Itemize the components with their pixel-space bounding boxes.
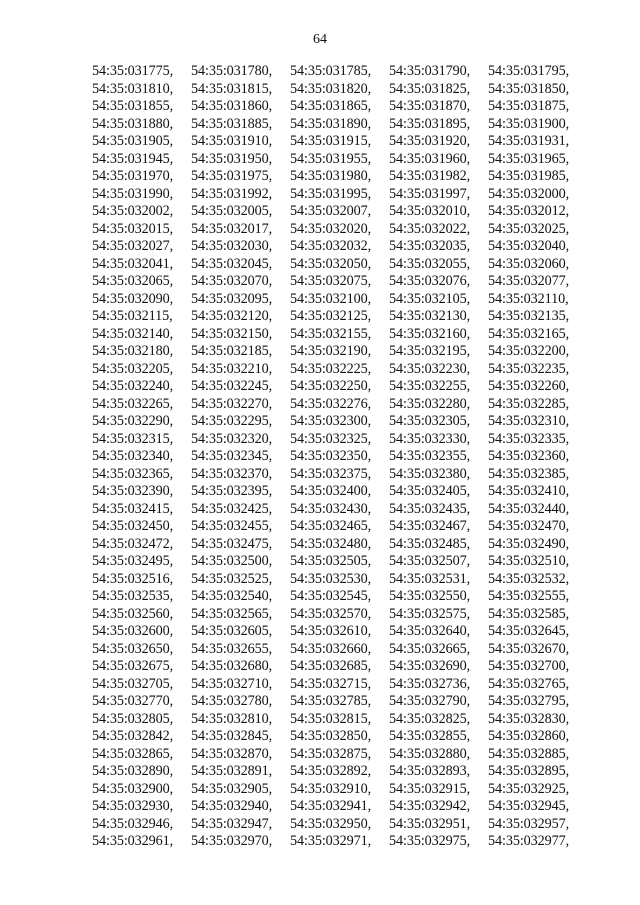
cadastral-number: 54:35:032130, (389, 308, 471, 324)
list-row (92, 151, 612, 169)
cadastral-number: 54:35:032480, (290, 535, 372, 552)
cadastral-number: 54:35:032015, (92, 220, 174, 237)
cadastral-number: 54:35:032380, (389, 465, 471, 482)
cadastral-number: 54:35:031945, (92, 150, 174, 167)
cadastral-number: 54:35:031920, (389, 133, 471, 149)
cadastral-number: 54:35:032450, (92, 518, 174, 534)
cadastral-number: 54:35:032100, (290, 290, 372, 307)
cadastral-number: 54:35:032971, (290, 833, 372, 849)
cadastral-number-list (92, 63, 612, 851)
cadastral-number: 54:35:032891, (191, 763, 273, 779)
cadastral-number: 54:35:031950, (191, 150, 273, 167)
cadastral-number: 54:35:032330, (389, 430, 471, 447)
cadastral-number: 54:35:032315, (92, 430, 174, 447)
cadastral-number: 54:35:032180, (92, 343, 174, 359)
cadastral-number: 54:35:032290, (92, 413, 174, 429)
cadastral-number: 54:35:031997, (389, 185, 471, 202)
cadastral-number: 54:35:032532, (488, 570, 570, 587)
cadastral-number: 54:35:032640, (389, 623, 471, 639)
cadastral-number: 54:35:032790, (389, 693, 471, 709)
cadastral-number: 54:35:032875, (290, 745, 372, 762)
cadastral-number: 54:35:032350, (290, 448, 372, 464)
cadastral-number: 54:35:032240, (92, 378, 174, 394)
cadastral-number: 54:35:032095, (191, 290, 273, 307)
cadastral-number: 54:35:032605, (191, 623, 273, 639)
cadastral-number: 54:35:032027, (92, 238, 174, 254)
cadastral-number: 54:35:032230, (389, 360, 471, 377)
list-row (92, 81, 612, 99)
cadastral-number: 54:35:032977, (488, 833, 570, 849)
cadastral-number: 54:35:032065, (92, 273, 174, 289)
cadastral-number: 54:35:032685, (290, 658, 372, 674)
cadastral-number: 54:35:032830, (488, 710, 570, 727)
list-row (92, 606, 612, 624)
cadastral-number: 54:35:032115, (92, 308, 173, 324)
cadastral-number: 54:35:032780, (191, 693, 273, 709)
list-row (92, 396, 612, 414)
cadastral-number: 54:35:032425, (191, 500, 273, 517)
cadastral-number: 54:35:032355, (389, 448, 471, 464)
cadastral-number: 54:35:032545, (290, 588, 372, 604)
cadastral-number: 54:35:032430, (290, 500, 372, 517)
cadastral-number: 54:35:031870, (389, 98, 471, 114)
cadastral-number: 54:35:032680, (191, 658, 273, 674)
cadastral-number: 54:35:032510, (488, 553, 570, 569)
cadastral-number: 54:35:032650, (92, 640, 174, 657)
cadastral-number: 54:35:032440, (488, 500, 570, 517)
cadastral-number: 54:35:032360, (488, 448, 570, 464)
cadastral-number: 54:35:031890, (290, 115, 372, 132)
list-row (92, 588, 612, 606)
list-row (92, 273, 612, 291)
cadastral-number: 54:35:032736, (389, 675, 471, 692)
cadastral-number: 54:35:032500, (191, 553, 273, 569)
cadastral-number: 54:35:032467, (389, 518, 471, 534)
list-row (92, 221, 612, 239)
cadastral-number: 54:35:032225, (290, 360, 372, 377)
cadastral-number: 54:35:031780, (191, 63, 273, 79)
cadastral-number: 54:35:032890, (92, 763, 174, 779)
cadastral-number: 54:35:032893, (389, 763, 471, 779)
cadastral-number: 54:35:032455, (191, 518, 273, 534)
cadastral-number: 54:35:032957, (488, 815, 570, 832)
cadastral-number: 54:35:032531, (389, 570, 471, 587)
cadastral-number: 54:35:032665, (389, 640, 471, 657)
cadastral-number: 54:35:031915, (290, 133, 372, 149)
list-row (92, 693, 612, 711)
cadastral-number: 54:35:032410, (488, 483, 570, 499)
cadastral-number: 54:35:032300, (290, 413, 372, 429)
cadastral-number: 54:35:032845, (191, 728, 273, 744)
cadastral-number: 54:35:031982, (389, 168, 471, 184)
cadastral-number: 54:35:031985, (488, 168, 570, 184)
cadastral-number: 54:35:031995, (290, 185, 372, 202)
cadastral-number: 54:35:032910, (290, 780, 372, 797)
cadastral-number: 54:35:032077, (488, 273, 570, 289)
cadastral-number: 54:35:032892, (290, 763, 372, 779)
list-row (92, 781, 612, 799)
cadastral-number: 54:35:031810, (92, 80, 174, 97)
cadastral-number: 54:35:032895, (488, 763, 570, 779)
cadastral-number: 54:35:031880, (92, 115, 174, 132)
list-row (92, 203, 612, 221)
cadastral-number: 54:35:032670, (488, 640, 570, 657)
cadastral-number: 54:35:032950, (290, 815, 372, 832)
list-row (92, 98, 612, 116)
cadastral-number: 54:35:032435, (389, 500, 471, 517)
cadastral-number: 54:35:031790, (389, 63, 471, 79)
cadastral-number: 54:35:032655, (191, 640, 273, 657)
cadastral-number: 54:35:032860, (488, 728, 570, 744)
list-row (92, 553, 612, 571)
cadastral-number: 54:35:032012, (488, 203, 570, 219)
list-row (92, 431, 612, 449)
cadastral-number: 54:35:031820, (290, 80, 372, 97)
list-row (92, 518, 612, 536)
cadastral-number: 54:35:032535, (92, 588, 174, 604)
cadastral-number: 54:35:031775, (92, 63, 174, 79)
cadastral-number: 54:35:032815, (290, 710, 372, 727)
cadastral-number: 54:35:032855, (389, 728, 471, 744)
list-row (92, 641, 612, 659)
cadastral-number: 54:35:032070, (191, 273, 273, 289)
cadastral-number: 54:35:032020, (290, 220, 372, 237)
cadastral-number: 54:35:032645, (488, 623, 570, 639)
cadastral-number: 54:35:031895, (389, 115, 471, 132)
cadastral-number: 54:35:032040, (488, 238, 570, 254)
cadastral-number: 54:35:032505, (290, 553, 372, 569)
list-row (92, 361, 612, 379)
cadastral-number: 54:35:032285, (488, 395, 570, 412)
list-row (92, 501, 612, 519)
cadastral-number: 54:35:032885, (488, 745, 570, 762)
cadastral-number: 54:35:032945, (488, 798, 570, 814)
cadastral-number: 54:35:032785, (290, 693, 372, 709)
cadastral-number: 54:35:032405, (389, 483, 471, 499)
list-row (92, 658, 612, 676)
cadastral-number: 54:35:032675, (92, 658, 174, 674)
cadastral-number: 54:35:032925, (488, 780, 570, 797)
cadastral-number: 54:35:032076, (389, 273, 471, 289)
list-row (92, 728, 612, 746)
cadastral-number: 54:35:032795, (488, 693, 570, 709)
cadastral-number: 54:35:032765, (488, 675, 570, 692)
cadastral-number: 54:35:032270, (191, 395, 273, 412)
cadastral-number: 54:35:032400, (290, 483, 372, 499)
list-row (92, 711, 612, 729)
cadastral-number: 54:35:031955, (290, 150, 372, 167)
cadastral-number: 54:35:032041, (92, 255, 174, 272)
cadastral-number: 54:35:032245, (191, 378, 273, 394)
cadastral-number: 54:35:032947, (191, 815, 273, 832)
cadastral-number: 54:35:032930, (92, 798, 174, 814)
cadastral-number: 54:35:032560, (92, 605, 174, 622)
cadastral-number: 54:35:032005, (191, 203, 273, 219)
cadastral-number: 54:35:031785, (290, 63, 372, 79)
cadastral-number: 54:35:032250, (290, 378, 372, 394)
cadastral-number: 54:35:032032, (290, 238, 372, 254)
cadastral-number: 54:35:032600, (92, 623, 174, 639)
cadastral-number: 54:35:032075, (290, 273, 372, 289)
cadastral-number: 54:35:032565, (191, 605, 273, 622)
cadastral-number: 54:35:032465, (290, 518, 372, 534)
cadastral-number: 54:35:032210, (191, 360, 273, 377)
cadastral-number: 54:35:032235, (488, 360, 570, 377)
cadastral-number: 54:35:032140, (92, 325, 174, 342)
list-row (92, 186, 612, 204)
cadastral-number: 54:35:032495, (92, 553, 174, 569)
cadastral-number: 54:35:032260, (488, 378, 570, 394)
list-row (92, 676, 612, 694)
cadastral-number: 54:35:032472, (92, 535, 174, 552)
cadastral-number: 54:35:032900, (92, 780, 174, 797)
cadastral-number: 54:35:032842, (92, 728, 174, 744)
cadastral-number: 54:35:032002, (92, 203, 174, 219)
list-row (92, 308, 612, 326)
cadastral-number: 54:35:032825, (389, 710, 471, 727)
cadastral-number: 54:35:032150, (191, 325, 273, 342)
cadastral-number: 54:35:032365, (92, 465, 174, 482)
cadastral-number: 54:35:032295, (191, 413, 273, 429)
cadastral-number: 54:35:032942, (389, 798, 471, 814)
list-row (92, 343, 612, 361)
cadastral-number: 54:35:032975, (389, 833, 471, 849)
cadastral-number: 54:35:032715, (290, 675, 372, 692)
cadastral-number: 54:35:032007, (290, 203, 372, 219)
list-row (92, 63, 612, 81)
cadastral-number: 54:35:032941, (290, 798, 372, 814)
cadastral-number: 54:35:032880, (389, 745, 471, 762)
list-row (92, 448, 612, 466)
cadastral-number: 54:35:032530, (290, 570, 372, 587)
list-row (92, 763, 612, 781)
cadastral-number: 54:35:032951, (389, 815, 471, 832)
cadastral-number: 54:35:032280, (389, 395, 471, 412)
cadastral-number: 54:35:032610, (290, 623, 372, 639)
cadastral-number: 54:35:032035, (389, 238, 471, 254)
cadastral-number: 54:35:032850, (290, 728, 372, 744)
cadastral-number: 54:35:032022, (389, 220, 471, 237)
cadastral-number: 54:35:032160, (389, 325, 471, 342)
cadastral-number: 54:35:031815, (191, 80, 273, 97)
cadastral-number: 54:35:032490, (488, 535, 570, 552)
cadastral-number: 54:35:032516, (92, 570, 174, 587)
cadastral-number: 54:35:032105, (389, 290, 471, 307)
cadastral-number: 54:35:032025, (488, 220, 570, 237)
cadastral-number: 54:35:032805, (92, 710, 174, 727)
cadastral-number: 54:35:031825, (389, 80, 471, 97)
cadastral-number: 54:35:032690, (389, 658, 471, 674)
list-row (92, 798, 612, 816)
cadastral-number: 54:35:032485, (389, 535, 471, 552)
cadastral-number: 54:35:031965, (488, 150, 570, 167)
cadastral-number: 54:35:032190, (290, 343, 372, 359)
cadastral-number: 54:35:032185, (191, 343, 273, 359)
cadastral-number: 54:35:031970, (92, 168, 174, 184)
cadastral-number: 54:35:032525, (191, 570, 273, 587)
list-row (92, 326, 612, 344)
cadastral-number: 54:35:031905, (92, 133, 174, 149)
cadastral-number: 54:35:031992, (191, 185, 273, 202)
cadastral-number: 54:35:032770, (92, 693, 174, 709)
cadastral-number: 54:35:031900, (488, 115, 570, 132)
cadastral-number: 54:35:032060, (488, 255, 570, 272)
cadastral-number: 54:35:032030, (191, 238, 273, 254)
cadastral-number: 54:35:032205, (92, 360, 174, 377)
cadastral-number: 54:35:031850, (488, 80, 570, 97)
cadastral-number: 54:35:032710, (191, 675, 273, 692)
cadastral-number: 54:35:032276, (290, 395, 372, 412)
cadastral-number: 54:35:031931, (488, 133, 570, 149)
cadastral-number: 54:35:032540, (191, 588, 273, 604)
cadastral-number: 54:35:032375, (290, 465, 372, 482)
cadastral-number: 54:35:031960, (389, 150, 471, 167)
cadastral-number: 54:35:032120, (191, 308, 273, 324)
cadastral-number: 54:35:032305, (389, 413, 471, 429)
cadastral-number: 54:35:032870, (191, 745, 273, 762)
cadastral-number: 54:35:032507, (389, 553, 471, 569)
list-row (92, 623, 612, 641)
cadastral-number: 54:35:032090, (92, 290, 174, 307)
cadastral-number: 54:35:031885, (191, 115, 273, 132)
cadastral-number: 54:35:032155, (290, 325, 372, 342)
cadastral-number: 54:35:032385, (488, 465, 570, 482)
cadastral-number: 54:35:032575, (389, 605, 471, 622)
cadastral-number: 54:35:032000, (488, 185, 570, 202)
cadastral-number: 54:35:031860, (191, 98, 273, 114)
cadastral-number: 54:35:032555, (488, 588, 570, 604)
cadastral-number: 54:35:032010, (389, 203, 471, 219)
cadastral-number: 54:35:031975, (191, 168, 273, 184)
list-row (92, 483, 612, 501)
cadastral-number: 54:35:032055, (389, 255, 471, 272)
cadastral-number: 54:35:032585, (488, 605, 570, 622)
cadastral-number: 54:35:032200, (488, 343, 570, 359)
cadastral-number: 54:35:032475, (191, 535, 273, 552)
cadastral-number: 54:35:032045, (191, 255, 273, 272)
cadastral-number: 54:35:032195, (389, 343, 471, 359)
cadastral-number: 54:35:032940, (191, 798, 273, 814)
list-row (92, 291, 612, 309)
cadastral-number: 54:35:032905, (191, 780, 273, 797)
cadastral-number: 54:35:031990, (92, 185, 174, 202)
list-row (92, 746, 612, 764)
list-row (92, 238, 612, 256)
cadastral-number: 54:35:032125, (290, 308, 372, 324)
cadastral-number: 54:35:032865, (92, 745, 174, 762)
cadastral-number: 54:35:032415, (92, 500, 174, 517)
cadastral-number: 54:35:032340, (92, 448, 174, 464)
cadastral-number: 54:35:032915, (389, 780, 471, 797)
cadastral-number: 54:35:032660, (290, 640, 372, 657)
cadastral-number: 54:35:032345, (191, 448, 273, 464)
cadastral-number: 54:35:032700, (488, 658, 570, 674)
list-row (92, 256, 612, 274)
cadastral-number: 54:35:032370, (191, 465, 273, 482)
cadastral-number: 54:35:032390, (92, 483, 174, 499)
cadastral-number: 54:35:031865, (290, 98, 372, 114)
cadastral-number: 54:35:032255, (389, 378, 471, 394)
list-row (92, 536, 612, 554)
cadastral-number: 54:35:031875, (488, 98, 570, 114)
cadastral-number: 54:35:032810, (191, 710, 273, 727)
list-row (92, 168, 612, 186)
page-number: 64 (313, 32, 327, 47)
list-row (92, 571, 612, 589)
cadastral-number: 54:35:032946, (92, 815, 174, 832)
cadastral-number: 54:35:032325, (290, 430, 372, 447)
cadastral-number: 54:35:031855, (92, 98, 174, 114)
list-row (92, 833, 612, 851)
cadastral-number: 54:35:032110, (488, 290, 569, 307)
cadastral-number: 54:35:032135, (488, 308, 570, 324)
cadastral-number: 54:35:032320, (191, 430, 273, 447)
cadastral-number: 54:35:032335, (488, 430, 570, 447)
cadastral-number: 54:35:031795, (488, 63, 570, 79)
list-row (92, 466, 612, 484)
cadastral-number: 54:35:032470, (488, 518, 570, 534)
cadastral-number: 54:35:032050, (290, 255, 372, 272)
cadastral-number: 54:35:032265, (92, 395, 174, 412)
list-row (92, 413, 612, 431)
cadastral-number: 54:35:031980, (290, 168, 372, 184)
cadastral-number: 54:35:031910, (191, 133, 273, 149)
list-row (92, 816, 612, 834)
cadastral-number: 54:35:032310, (488, 413, 570, 429)
cadastral-number: 54:35:032395, (191, 483, 273, 499)
list-row (92, 378, 612, 396)
cadastral-number: 54:35:032705, (92, 675, 174, 692)
cadastral-number: 54:35:032570, (290, 605, 372, 622)
cadastral-number: 54:35:032165, (488, 325, 570, 342)
cadastral-number: 54:35:032550, (389, 588, 471, 604)
list-row (92, 116, 612, 134)
cadastral-number: 54:35:032017, (191, 220, 273, 237)
cadastral-number: 54:35:032970, (191, 833, 273, 849)
cadastral-number: 54:35:032961, (92, 833, 174, 849)
list-row (92, 133, 612, 151)
